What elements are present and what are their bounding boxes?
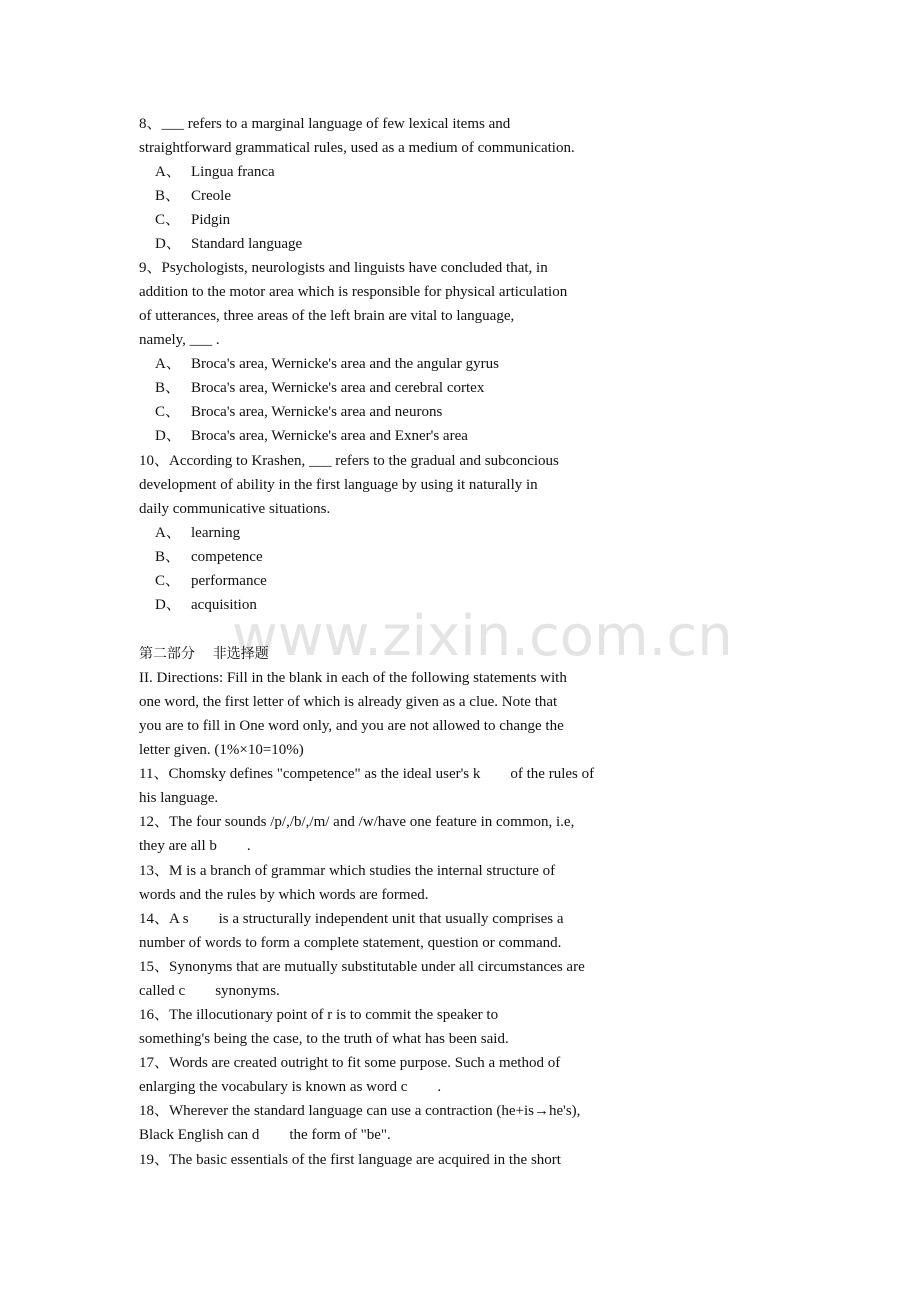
question-line: enlarging the vocabulary is known as word c . — [139, 1079, 442, 1095]
option-letter: A、 — [155, 525, 181, 541]
option-text: Broca's area, Wernicke's area and neurons — [191, 404, 443, 420]
option-text: learning — [191, 525, 241, 541]
section-title: 第二部分 非选择题 — [139, 646, 269, 662]
option-b[interactable] — [155, 547, 263, 567]
question-line: 14、A s is a structurally independent unit that usually comprises a — [139, 911, 564, 927]
option-text: acquisition — [191, 597, 257, 613]
option-letter: B、 — [155, 380, 181, 396]
option-text: competence — [191, 549, 263, 565]
option-b[interactable] — [155, 378, 484, 398]
question-line: 11、Chomsky defines "competence" as the ideal user's k of the rules of — [139, 766, 595, 782]
question-line: 16、The illocutionary point of r is to commit the speaker to — [139, 1007, 499, 1023]
question-line: his language. — [139, 790, 219, 806]
question-line: words and the rules by which words are formed. — [139, 887, 429, 903]
option-b[interactable] — [155, 186, 231, 206]
option-text: Standard language — [191, 236, 303, 252]
question-line: 9、Psychologists, neurologists and linguists have concluded that, in — [139, 260, 548, 276]
option-c[interactable] — [155, 210, 230, 230]
directions-line: letter given. (1%×10=10%) — [139, 742, 304, 758]
question-line: namely, ___ . — [139, 332, 220, 348]
option-letter: A、 — [155, 356, 181, 372]
question-line: daily communicative situations. — [139, 501, 331, 517]
option-a[interactable] — [155, 354, 499, 374]
option-d[interactable] — [155, 426, 468, 446]
question-line: of utterances, three areas of the left brain are vital to language, — [139, 308, 515, 324]
question-line: called c synonyms. — [139, 983, 280, 999]
question-line: Black English can d the form of "be". — [139, 1127, 391, 1143]
option-letter: B、 — [155, 188, 181, 204]
option-letter: D、 — [155, 597, 181, 613]
question-line: number of words to form a complete statement, question or command. — [139, 935, 562, 951]
option-text: Lingua franca — [191, 164, 275, 180]
question-line: development of ability in the first language by using it naturally in — [139, 477, 538, 493]
option-letter: C、 — [155, 404, 181, 420]
option-letter: D、 — [155, 428, 181, 444]
option-d[interactable] — [155, 234, 302, 254]
question-line: 15、Synonyms that are mutually substitutable under all circumstances are — [139, 959, 585, 975]
option-a[interactable] — [155, 162, 275, 182]
option-c[interactable] — [155, 402, 442, 422]
option-letter: A、 — [155, 164, 181, 180]
question-line: 12、The four sounds /p/,/b/,/m/ and /w/have one feature in common, i.e, — [139, 814, 575, 830]
option-text: Broca's area, Wernicke's area and cerebral cortex — [191, 380, 485, 396]
question-line: 19、The basic essentials of the first language are acquired in the short — [139, 1152, 561, 1168]
question-line: addition to the motor area which is responsible for physical articulation — [139, 284, 568, 300]
option-text: performance — [191, 573, 267, 589]
option-d[interactable] — [155, 595, 257, 615]
option-letter: B、 — [155, 549, 181, 565]
option-letter: C、 — [155, 212, 181, 228]
question-line: 8、___ refers to a marginal language of few lexical items and — [139, 116, 511, 132]
directions-line: one word, the first letter of which is already given as a clue. Note that — [139, 694, 558, 710]
option-text: Creole — [191, 188, 231, 204]
watermark: www.zixin.com.cn — [232, 604, 733, 669]
question-line: 10、According to Krashen, ___ refers to the gradual and subconcious — [139, 453, 559, 469]
question-line: they are all b . — [139, 838, 251, 854]
directions-line: II. Directions: Fill in the blank in each of the following statements with — [139, 670, 567, 686]
directions-line: you are to fill in One word only, and you are not allowed to change the — [139, 718, 564, 734]
option-text: Broca's area, Wernicke's area and the angular gyrus — [191, 356, 499, 372]
question-line: 13、M is a branch of grammar which studies the internal structure of — [139, 863, 556, 879]
option-c[interactable] — [155, 571, 267, 591]
question-line: something's being the case, to the truth of what has been said. — [139, 1031, 509, 1047]
question-line: straightforward grammatical rules, used as a medium of communication. — [139, 140, 575, 156]
option-letter: D、 — [155, 236, 181, 252]
question-line: 17、Words are created outright to fit some purpose. Such a method of — [139, 1055, 561, 1071]
option-letter: C、 — [155, 573, 181, 589]
question-line: 18、Wherever the standard language can use a contraction (he+is→he's), — [139, 1103, 581, 1119]
option-text: Broca's area, Wernicke's area and Exner's area — [191, 428, 468, 444]
option-text: Pidgin — [191, 212, 231, 228]
option-a[interactable] — [155, 523, 240, 543]
